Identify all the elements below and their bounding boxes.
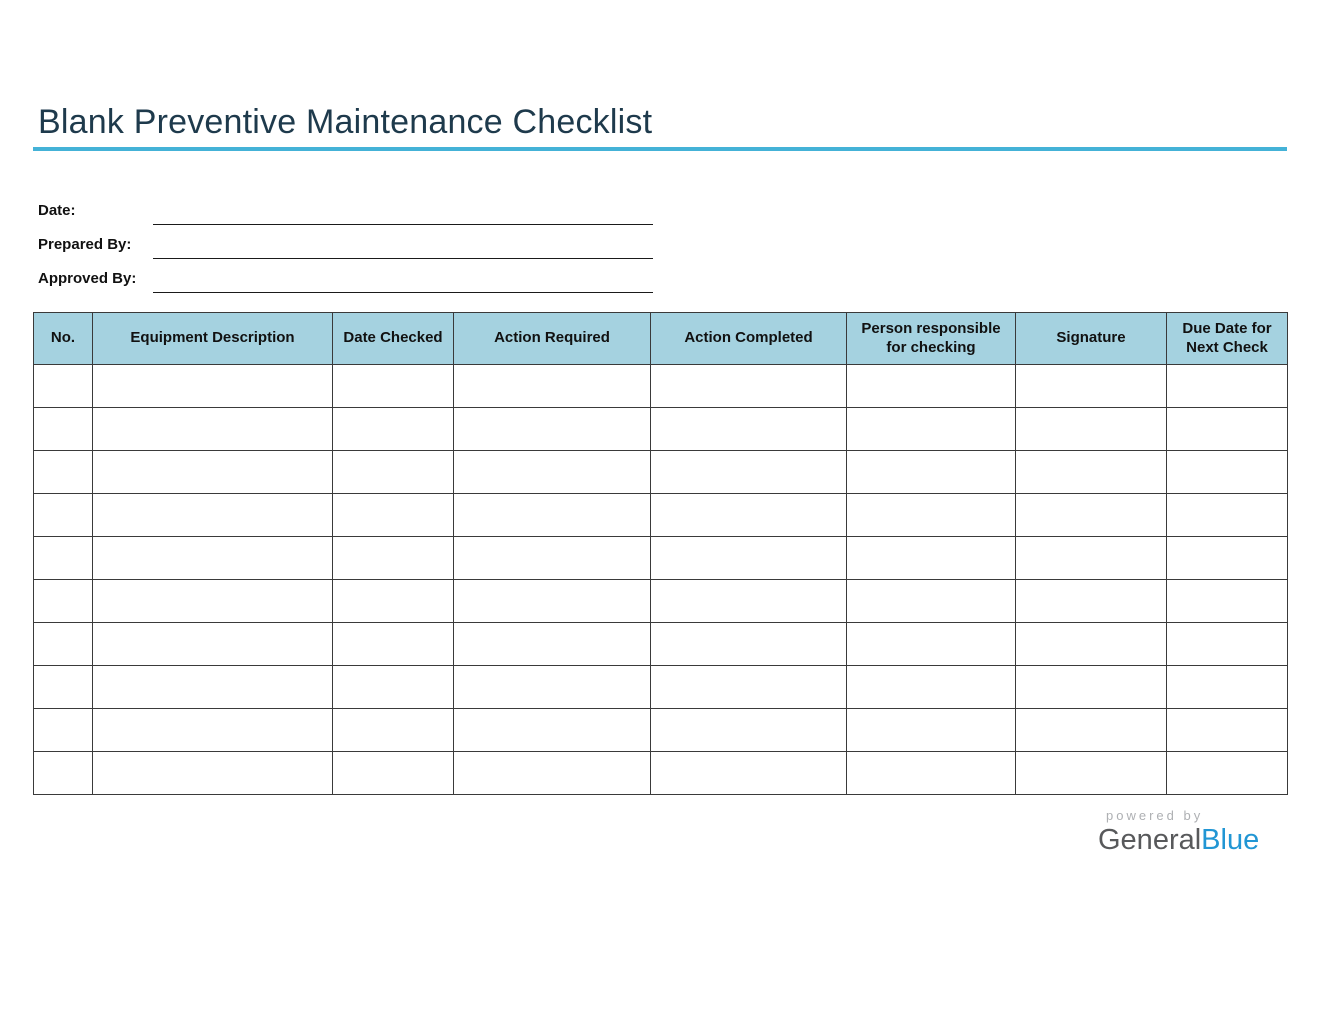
table-cell[interactable]	[93, 709, 333, 752]
table-cell[interactable]	[454, 365, 651, 408]
table-cell[interactable]	[333, 623, 454, 666]
table-cell[interactable]	[34, 365, 93, 408]
table-row	[34, 580, 1288, 623]
table-cell[interactable]	[34, 537, 93, 580]
table-row	[34, 408, 1288, 451]
table-cell[interactable]	[454, 666, 651, 709]
table-cell[interactable]	[1167, 537, 1288, 580]
table-cell[interactable]	[651, 408, 847, 451]
table-cell[interactable]	[454, 752, 651, 795]
brand-logo	[1098, 825, 1259, 857]
table-cell[interactable]	[847, 408, 1016, 451]
table-row	[34, 623, 1288, 666]
column-header-1: No.	[34, 313, 93, 365]
table-row	[34, 666, 1288, 709]
table-cell[interactable]	[847, 451, 1016, 494]
table-cell[interactable]	[454, 623, 651, 666]
table-row	[34, 451, 1288, 494]
table-cell[interactable]	[93, 537, 333, 580]
table-cell[interactable]	[651, 365, 847, 408]
table-cell[interactable]	[651, 494, 847, 537]
table-cell[interactable]	[34, 494, 93, 537]
table-cell[interactable]	[34, 408, 93, 451]
table-cell[interactable]	[454, 537, 651, 580]
date-fill-line[interactable]	[153, 199, 653, 225]
table-cell[interactable]	[93, 666, 333, 709]
table-cell[interactable]	[847, 365, 1016, 408]
table-row	[34, 537, 1288, 580]
brand-logo-general: General	[1098, 824, 1202, 856]
table-cell[interactable]	[847, 752, 1016, 795]
table-cell[interactable]	[1016, 752, 1167, 795]
approved-by-row	[38, 259, 653, 293]
table-cell[interactable]	[847, 494, 1016, 537]
table-cell[interactable]	[1167, 752, 1288, 795]
table-cell[interactable]	[1167, 709, 1288, 752]
table-cell[interactable]	[1167, 623, 1288, 666]
table-cell[interactable]	[333, 709, 454, 752]
approved-by-fill-line[interactable]	[153, 267, 653, 293]
table-cell[interactable]	[1167, 365, 1288, 408]
table-cell[interactable]	[651, 709, 847, 752]
table-cell[interactable]	[454, 580, 651, 623]
date-label: Date:	[38, 202, 76, 219]
table-cell[interactable]	[651, 580, 847, 623]
table-cell[interactable]	[93, 408, 333, 451]
table-cell[interactable]	[1167, 666, 1288, 709]
table-cell[interactable]	[93, 623, 333, 666]
table-cell[interactable]	[93, 494, 333, 537]
table-cell[interactable]	[34, 666, 93, 709]
table-cell[interactable]	[333, 752, 454, 795]
table-row	[34, 494, 1288, 537]
table-cell[interactable]	[333, 494, 454, 537]
date-row	[38, 191, 653, 225]
table-cell[interactable]	[1016, 537, 1167, 580]
table-cell[interactable]	[651, 451, 847, 494]
table-cell[interactable]	[34, 451, 93, 494]
table-cell[interactable]	[333, 580, 454, 623]
column-header-2: Equipment Description	[93, 313, 333, 365]
table-cell[interactable]	[847, 623, 1016, 666]
table-cell[interactable]	[1167, 494, 1288, 537]
meta-form	[38, 191, 653, 293]
table-cell[interactable]	[333, 408, 454, 451]
table-cell[interactable]	[454, 451, 651, 494]
table-cell[interactable]	[651, 752, 847, 795]
table-cell[interactable]	[333, 451, 454, 494]
prepared-by-fill-line[interactable]	[153, 233, 653, 259]
table-cell[interactable]	[651, 666, 847, 709]
table-row	[34, 365, 1288, 408]
table-cell[interactable]	[1016, 451, 1167, 494]
table-row	[34, 752, 1288, 795]
table-cell[interactable]	[93, 365, 333, 408]
column-header-6: Person responsible for checking	[847, 313, 1016, 365]
table-body	[34, 365, 1288, 795]
table-cell[interactable]	[1016, 666, 1167, 709]
table-cell[interactable]	[333, 666, 454, 709]
table-cell[interactable]	[1167, 451, 1288, 494]
prepared-by-label: Prepared By:	[38, 236, 132, 253]
table-row	[34, 709, 1288, 752]
table-cell[interactable]	[454, 408, 651, 451]
table-cell[interactable]	[847, 537, 1016, 580]
table-cell[interactable]	[847, 580, 1016, 623]
table-cell[interactable]	[34, 709, 93, 752]
table-cell[interactable]	[454, 709, 651, 752]
table-cell[interactable]	[333, 365, 454, 408]
table-cell[interactable]	[1016, 365, 1167, 408]
table-cell[interactable]	[1016, 709, 1167, 752]
table-cell[interactable]	[847, 666, 1016, 709]
column-header-5: Action Completed	[651, 313, 847, 365]
prepared-by-row	[38, 225, 653, 259]
powered-by-text: powered by	[1106, 808, 1204, 823]
title-underline-rule	[33, 147, 1287, 151]
maintenance-table	[33, 312, 1288, 795]
table-cell[interactable]	[1167, 408, 1288, 451]
table-cell[interactable]	[1016, 408, 1167, 451]
brand-logo-blue: Blue	[1201, 824, 1260, 856]
table-cell[interactable]	[454, 494, 651, 537]
table-cell[interactable]	[93, 451, 333, 494]
column-header-8: Due Date for Next Check	[1167, 313, 1288, 365]
table-cell[interactable]	[34, 623, 93, 666]
table-cell[interactable]	[651, 537, 847, 580]
table-cell[interactable]	[651, 623, 847, 666]
table-cell[interactable]	[1016, 580, 1167, 623]
table-cell[interactable]	[847, 709, 1016, 752]
table-cell[interactable]	[34, 752, 93, 795]
footer-brand	[1098, 808, 1259, 857]
page-title: Blank Preventive Maintenance Checklist	[38, 103, 653, 141]
table-header-row	[34, 313, 1288, 365]
table-cell[interactable]	[93, 752, 333, 795]
column-header-7: Signature	[1016, 313, 1167, 365]
column-header-3: Date Checked	[333, 313, 454, 365]
table-cell[interactable]	[93, 580, 333, 623]
column-header-4: Action Required	[454, 313, 651, 365]
table-cell[interactable]	[34, 580, 93, 623]
approved-by-label: Approved By:	[38, 270, 137, 287]
table-cell[interactable]	[333, 537, 454, 580]
table-cell[interactable]	[1167, 580, 1288, 623]
table-cell[interactable]	[1016, 623, 1167, 666]
table-cell[interactable]	[1016, 494, 1167, 537]
